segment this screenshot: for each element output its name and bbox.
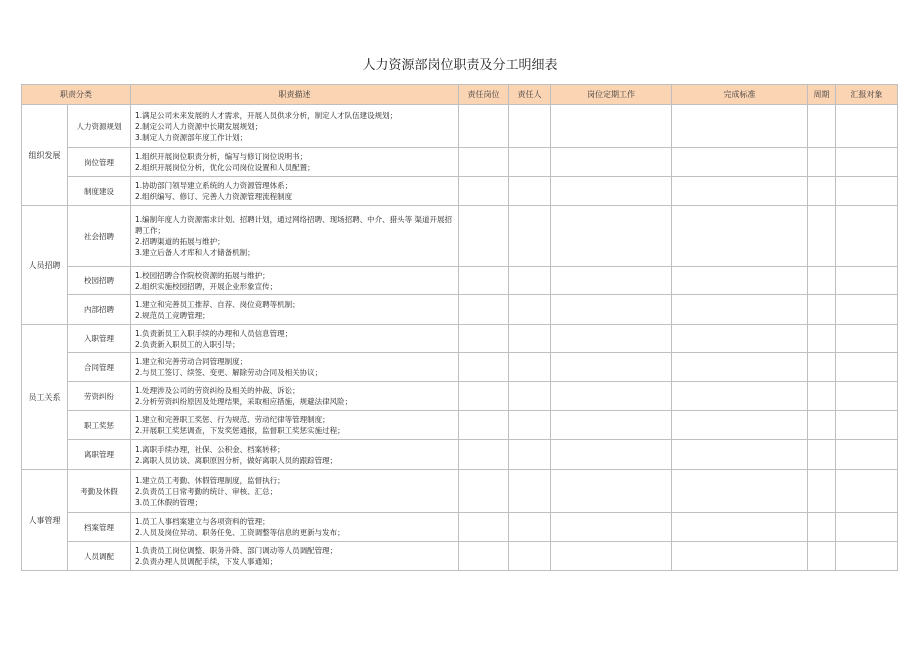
cycle-cell[interactable]	[808, 267, 836, 295]
owner-cell[interactable]	[509, 353, 551, 382]
cycle-cell[interactable]	[808, 177, 836, 206]
page-title: 人力资源部岗位职责及分工明细表	[362, 58, 558, 73]
report-to-cell[interactable]	[836, 177, 898, 206]
description-line: 3.建立后备人才库和人才储备机制；	[135, 248, 255, 257]
owner-cell[interactable]	[509, 325, 551, 353]
description-line: 1.满足公司未来发展的人才需求，开展人员供求分析，制定人才队伍建设规划；	[135, 110, 398, 120]
description-cell	[131, 148, 459, 177]
description-line: 1.负责新员工入职手续的办理和人员信息管理；	[135, 328, 293, 338]
standard-cell[interactable]	[672, 295, 808, 325]
description-line: 1.处理涉及公司的劳资纠纷及相关的仲裁、诉讼；	[135, 386, 300, 395]
description-line: 3.制定人力资源部年度工作计划；	[135, 132, 248, 142]
table-row	[22, 177, 898, 206]
position-cell[interactable]	[459, 542, 509, 571]
periodic-work-cell[interactable]	[551, 382, 672, 411]
subcategory-cell: 社会招聘	[68, 206, 131, 267]
table-row	[22, 411, 898, 440]
standard-cell[interactable]	[672, 105, 808, 148]
owner-cell[interactable]	[509, 177, 551, 206]
owner-cell[interactable]	[509, 105, 551, 148]
report-to-cell[interactable]	[836, 105, 898, 148]
description-cell	[131, 440, 459, 470]
position-cell[interactable]	[459, 148, 509, 177]
description-line: 3.员工休假的管理；	[135, 497, 203, 507]
description-cell	[131, 542, 459, 571]
report-to-cell[interactable]	[836, 325, 898, 353]
responsibility-table	[21, 84, 898, 571]
report-to-cell[interactable]	[836, 440, 898, 470]
description-line: 1.建立员工考勤、休假管理制度，监督执行；	[135, 475, 285, 485]
subcategory-cell: 职工奖惩	[68, 411, 131, 440]
description-line: 1.负责员工岗位调整、职务升降、部门调动等人员调配管理；	[135, 546, 338, 555]
description-line: 2.人员及岗位异动、职务任免、工资调整等信息的更新与发布；	[135, 528, 345, 537]
report-to-cell[interactable]	[836, 295, 898, 325]
description-line: 2.组织实施校园招聘，开展企业形象宣传；	[135, 281, 278, 291]
cycle-cell[interactable]	[808, 542, 836, 571]
description-line: 2.规范员工竞聘管理；	[135, 310, 210, 320]
report-to-cell[interactable]	[836, 470, 898, 513]
periodic-work-cell[interactable]	[551, 513, 672, 542]
description-line: 2.负责员工日常考勤的统计、审核、汇总；	[135, 486, 278, 496]
subcategory-cell: 内部招聘	[68, 295, 131, 325]
standard-cell[interactable]	[672, 513, 808, 542]
subcategory-cell: 劳资纠纷	[68, 382, 131, 411]
position-cell[interactable]	[459, 295, 509, 325]
position-cell[interactable]	[459, 382, 509, 411]
table-row	[22, 542, 898, 571]
header-periodic-work: 岗位定期工作	[551, 85, 672, 105]
header-cycle: 周期	[808, 85, 836, 105]
category-cell: 人员招聘	[22, 206, 68, 325]
category-cell: 人事管理	[22, 470, 68, 571]
header-owner: 责任人	[509, 85, 551, 105]
description-cell	[131, 513, 459, 542]
report-to-cell[interactable]	[836, 382, 898, 411]
header-category: 职责分类	[22, 85, 131, 105]
description-line: 2.制定公司人力资源中长期发展规划；	[135, 121, 263, 131]
description-cell	[131, 353, 459, 382]
subcategory-cell: 人员调配	[68, 542, 131, 571]
cycle-cell[interactable]	[808, 353, 836, 382]
cycle-cell[interactable]	[808, 470, 836, 513]
table-row	[22, 148, 898, 177]
cycle-cell[interactable]	[808, 325, 836, 353]
header-report-to: 汇报对象	[836, 85, 898, 105]
cycle-cell[interactable]	[808, 382, 836, 411]
description-line: 1.建立和完善员工推荐、自荐、岗位竞聘等机制；	[135, 299, 300, 309]
header-position: 责任岗位	[459, 85, 509, 105]
description-cell	[131, 177, 459, 206]
description-line: 1.协助部门领导建立系统的人力资源管理体系；	[135, 181, 293, 190]
table-row	[22, 206, 898, 267]
subcategory-cell: 入职管理	[68, 325, 131, 353]
standard-cell[interactable]	[672, 353, 808, 382]
description-line: 2.开展职工奖惩调查，下发奖惩通报，监督职工奖惩实施过程；	[135, 426, 345, 435]
description-line: 1.建立和完善劳动合同管理制度；	[135, 357, 248, 366]
report-to-cell[interactable]	[836, 267, 898, 295]
position-cell[interactable]	[459, 440, 509, 470]
position-cell[interactable]	[459, 353, 509, 382]
standard-cell[interactable]	[672, 177, 808, 206]
owner-cell[interactable]	[509, 295, 551, 325]
description-line: 2.招聘渠道的拓展与维护；	[135, 237, 225, 246]
cycle-cell[interactable]	[808, 513, 836, 542]
description-line: 2.负责办理人员调配手续，下发人事通知；	[135, 557, 278, 566]
owner-cell[interactable]	[509, 267, 551, 295]
periodic-work-cell[interactable]	[551, 148, 672, 177]
periodic-work-cell[interactable]	[551, 353, 672, 382]
category-cell: 组织发展	[22, 105, 68, 206]
standard-cell[interactable]	[672, 325, 808, 353]
description-cell	[131, 470, 459, 513]
standard-cell[interactable]	[672, 440, 808, 470]
periodic-work-cell[interactable]	[551, 440, 672, 470]
periodic-work-cell[interactable]	[551, 105, 672, 148]
periodic-work-cell[interactable]	[551, 295, 672, 325]
owner-cell[interactable]	[509, 513, 551, 542]
subcategory-cell: 人力资源规划	[68, 105, 131, 148]
table-row	[22, 382, 898, 411]
report-to-cell[interactable]	[836, 513, 898, 542]
position-cell[interactable]	[459, 411, 509, 440]
table-row	[22, 267, 898, 295]
description-cell	[131, 382, 459, 411]
periodic-work-cell[interactable]	[551, 177, 672, 206]
category-cell: 员工关系	[22, 325, 68, 470]
subcategory-cell: 考勤及休假	[68, 470, 131, 513]
subcategory-cell: 校园招聘	[68, 267, 131, 295]
description-cell	[131, 411, 459, 440]
owner-cell[interactable]	[509, 382, 551, 411]
table-row	[22, 325, 898, 353]
position-cell[interactable]	[459, 470, 509, 513]
periodic-work-cell[interactable]	[551, 411, 672, 440]
periodic-work-cell[interactable]	[551, 267, 672, 295]
description-line: 2.离职人员访谈、离职原因分析，做好离职人员的跟踪管理；	[135, 455, 338, 465]
description-cell	[131, 325, 459, 353]
table-row	[22, 295, 898, 325]
cycle-cell[interactable]	[808, 206, 836, 267]
description-cell	[131, 206, 459, 267]
description-cell	[131, 267, 459, 295]
periodic-work-cell[interactable]	[551, 325, 672, 353]
owner-cell[interactable]	[509, 542, 551, 571]
cycle-cell[interactable]	[808, 105, 836, 148]
standard-cell[interactable]	[672, 267, 808, 295]
subcategory-cell: 离职管理	[68, 440, 131, 470]
periodic-work-cell[interactable]	[551, 470, 672, 513]
standard-cell[interactable]	[672, 470, 808, 513]
position-cell[interactable]	[459, 105, 509, 148]
table-row	[22, 440, 898, 470]
report-to-cell[interactable]	[836, 206, 898, 267]
description-line: 2.组织编写、修订、完善人力资源管理流程制度	[135, 192, 293, 201]
standard-cell[interactable]	[672, 382, 808, 411]
periodic-work-cell[interactable]	[551, 542, 672, 571]
table-row	[22, 353, 898, 382]
table-row	[22, 470, 898, 513]
owner-cell[interactable]	[509, 440, 551, 470]
description-line: 2.组织开展岗位分析，优化公司岗位设置和人员配置；	[135, 163, 315, 172]
owner-cell[interactable]	[509, 470, 551, 513]
report-to-cell[interactable]	[836, 353, 898, 382]
owner-cell[interactable]	[509, 206, 551, 267]
subcategory-cell: 合同管理	[68, 353, 131, 382]
description-line: 1.编制年度人力资源需求计划、招聘计划，通过网络招聘、现场招聘、中介、猎头等 渠道开展招聘工作；	[135, 215, 453, 235]
description-line: 1.员工人事档案建立与各项资料的管理；	[135, 517, 270, 526]
position-cell[interactable]	[459, 325, 509, 353]
periodic-work-cell[interactable]	[551, 206, 672, 267]
description-line: 1.组织开展岗位职责分析，编写与修订岗位说明书；	[135, 152, 308, 161]
report-to-cell[interactable]	[836, 411, 898, 440]
report-to-cell[interactable]	[836, 148, 898, 177]
standard-cell[interactable]	[672, 206, 808, 267]
header-row	[22, 85, 898, 105]
description-cell	[131, 295, 459, 325]
cycle-cell[interactable]	[808, 440, 836, 470]
header-description: 职责描述	[131, 85, 459, 105]
cycle-cell[interactable]	[808, 295, 836, 325]
description-cell	[131, 105, 459, 148]
standard-cell[interactable]	[672, 542, 808, 571]
owner-cell[interactable]	[509, 411, 551, 440]
report-to-cell[interactable]	[836, 542, 898, 571]
position-cell[interactable]	[459, 177, 509, 206]
owner-cell[interactable]	[509, 148, 551, 177]
header-standard: 完成标准	[672, 85, 808, 105]
description-line: 2.负责新入职员工的入职引导；	[135, 339, 240, 349]
cycle-cell[interactable]	[808, 411, 836, 440]
table-row	[22, 105, 898, 148]
standard-cell[interactable]	[672, 411, 808, 440]
description-line: 1.建立和完善职工奖惩、行为规范、劳动纪律等管理制度；	[135, 415, 330, 424]
subcategory-cell: 岗位管理	[68, 148, 131, 177]
description-line: 2.分析劳资纠纷原因及处理结果，采取相应措施，规避法律风险；	[135, 397, 353, 406]
cycle-cell[interactable]	[808, 148, 836, 177]
subcategory-cell: 制度建设	[68, 177, 131, 206]
description-line: 2.与员工签订、续签、变更、解除劳动合同及相关协议；	[135, 368, 323, 377]
position-cell[interactable]	[459, 513, 509, 542]
standard-cell[interactable]	[672, 148, 808, 177]
position-cell[interactable]	[459, 206, 509, 267]
position-cell[interactable]	[459, 267, 509, 295]
subcategory-cell: 档案管理	[68, 513, 131, 542]
description-line: 1.离职手续办理，社保、公积金、档案转移；	[135, 444, 285, 454]
description-line: 1.校园招聘合作院校资源的拓展与维护；	[135, 270, 270, 280]
table-row	[22, 513, 898, 542]
